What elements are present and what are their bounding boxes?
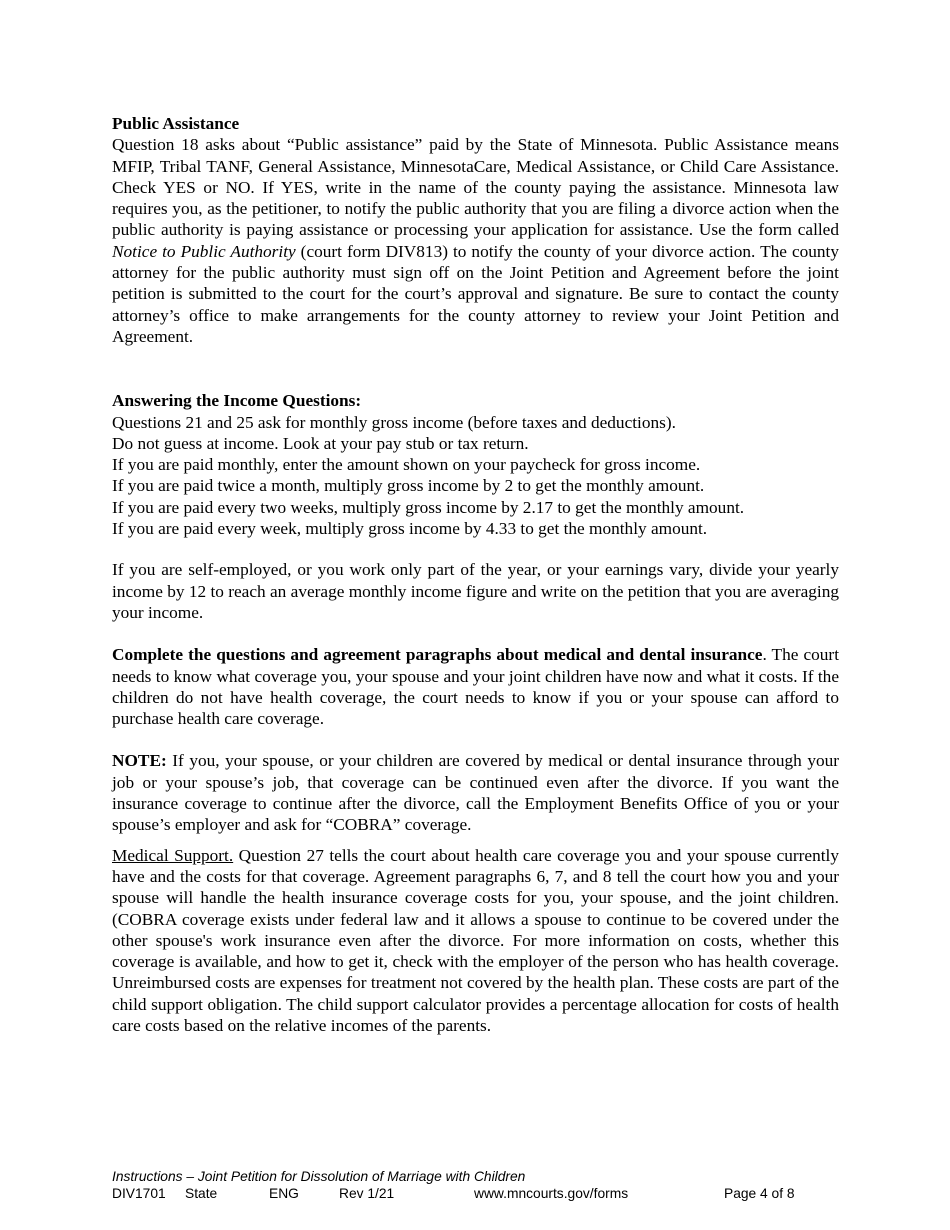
insurance-paragraph [112, 644, 839, 729]
footer-jurisdiction: State [185, 1186, 218, 1201]
medical-support-label: Medical Support. [112, 845, 234, 865]
public-assistance-section [112, 113, 839, 347]
footer-form-id: DIV1701 [112, 1186, 166, 1201]
note-paragraph [112, 750, 839, 835]
footer-page-number: Page 4 of 8 [724, 1186, 795, 1201]
note-text: If you, your spouse, or your children are covered by medical or dental insurance through your job or your spouse’s job, that coverage can be continued even after the divorce. If you want the insurance coverage to continue after the divorce, call the Employment Benefits Office of you or your spouse’s employer and ask for “COBRA” coverage. [112, 751, 839, 835]
public-assistance-text-start: Question 18 asks about “Public assistance” paid by the State of Minnesota. Public Assistance means MFIP, Tribal TANF, General Assistance, MinnesotaCare, Medical Assistance, or Child Care Assistance. Check YES or NO. If YES, write in the name of the county paying the assistance. Minnesota law requires you, as the petitioner, to notify the public authority that you are filing a divorce action when the public authority is paying assistance or processing your application for assistance. Use the form called [112, 135, 839, 240]
self-employed-paragraph: If you are self-employed, or you work only part of the year, or your earnings vary, divide your yearly income by 12 to reach an average monthly income figure and write on the petition that you are averaging your income. [112, 560, 839, 622]
note-label: NOTE: [112, 751, 167, 771]
income-line: Do not guess at income. Look at your pay stub or tax return. [112, 433, 529, 453]
document-body [112, 113, 839, 1036]
income-line: If you are paid every two weeks, multiply gross income by 2.17 to get the monthly amount. [112, 497, 745, 517]
page-footer [112, 1168, 842, 1202]
medical-support-paragraph [112, 845, 839, 1037]
notice-form-name: Notice to Public Authority [112, 241, 296, 261]
footer-url: www.mncourts.gov/forms [474, 1186, 629, 1201]
income-line: If you are paid twice a month, multiply gross income by 2 to get the monthly amount. [112, 476, 705, 496]
income-questions-heading: Answering the Income Questions: [112, 391, 362, 411]
footer-info-row [112, 1185, 842, 1202]
income-line: Questions 21 and 25 ask for monthly gross income (before taxes and deductions). [112, 412, 676, 432]
income-questions-section [112, 390, 839, 623]
footer-revision: Rev 1/21 [339, 1186, 395, 1201]
medical-support-text: Question 27 tells the court about health care coverage you and your spouse currently have and the costs for that coverage. Agreement paragraphs 6, 7, and 8 tell the court how you and your spouse will handle the health insurance coverage costs for you, your spouse, and the joint children. (COBRA coverage exists under federal law and it allows a spouse to continue to be covered under the other spouse's work insurance even after the divorce. For more information on costs, whether this coverage is available, and how to get it, check with the employer of the person who has health coverage. Unreimbursed costs are expenses for treatment not covered by the health plan. These costs are part of the child support obligation. The child support calculator provides a percentage allocation for costs of health care costs based on the relative incomes of the parents. [112, 845, 839, 1035]
footer-title: Instructions – Joint Petition for Dissolution of Marriage with Children [112, 1169, 526, 1184]
insurance-text: . The court needs to know what coverage you, your spouse and your joint children have now and what it costs. If the children do not have health coverage, the court needs to know if you or your spouse can afford to purchase health care coverage. [112, 645, 839, 729]
income-line: If you are paid every week, multiply gross income by 4.33 to get the monthly amount. [112, 519, 708, 539]
footer-language: ENG [269, 1186, 299, 1201]
insurance-lead: Complete the questions and agreement paragraphs about medical and dental insurance [112, 645, 763, 665]
income-line: If you are paid monthly, enter the amount shown on your paycheck for gross income. [112, 455, 701, 475]
public-assistance-text-end: (court form DIV813) to notify the county of your divorce action. The county attorney for the public authority must sign off on the Joint Petition and Agreement before the joint petition is submitted to the court for the court’s approval and signature. Be sure to contact the county attorney’s office to make arrangements for the county attorney to review your Joint Petition and Agreement. [112, 241, 839, 346]
public-assistance-paragraph [112, 134, 839, 347]
public-assistance-heading: Public Assistance [112, 114, 240, 133]
